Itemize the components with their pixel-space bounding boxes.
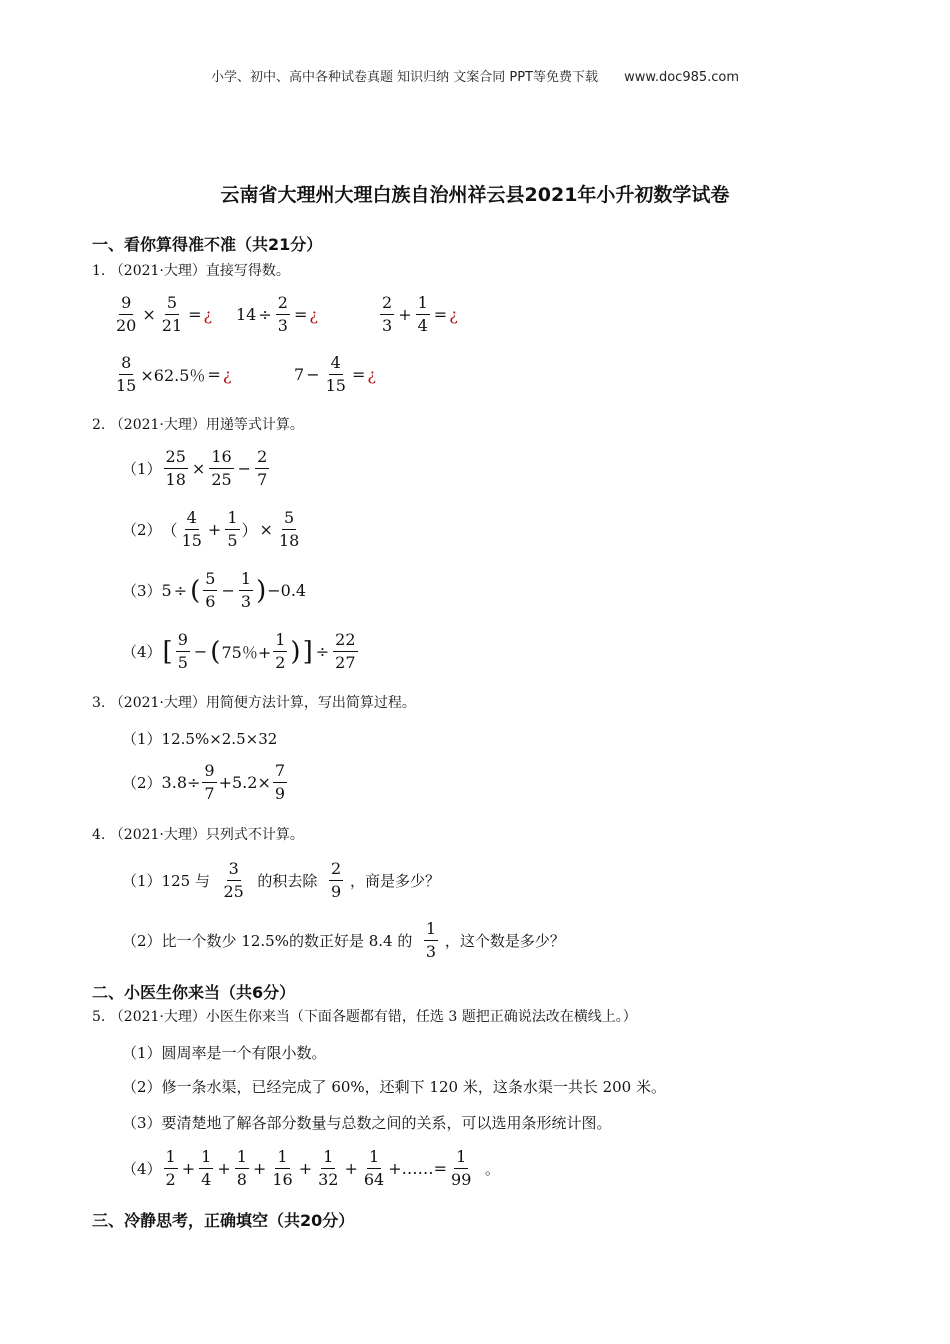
q1-expression-2: 14 ÷ $\frac{2}{3}$ = ¿: [236, 293, 318, 335]
fraction: $\frac{9}{5}$: [177, 630, 188, 672]
question-4-stem: 4. （2021·大理）只列式不计算。: [92, 827, 304, 843]
fraction: $\frac{25}{18}$: [165, 447, 186, 489]
fraction: $\frac{4}{15}$: [181, 508, 202, 550]
fraction: $\frac{1}{99}$: [451, 1147, 472, 1189]
answer-blank: ¿: [367, 365, 376, 384]
fraction: $\frac{9}{20}$: [116, 293, 137, 335]
q4-part-1: （1） 125 与 $\frac{3}{25}$ 的积去除 $\frac{2}{9}$ ，商是多少？: [122, 859, 440, 901]
fraction: $\frac{7}{9}$: [274, 761, 286, 803]
answer-blank: ¿: [222, 365, 232, 384]
fraction: $\frac{1}{64}$: [363, 1147, 385, 1189]
fraction: $\frac{1}{16}$: [272, 1147, 293, 1189]
q3-part-1: （1） 12.5%×2.5×32: [122, 729, 278, 748]
fraction: $\frac{4}{15}$: [325, 353, 346, 395]
header-text: 小学、初中、高中各种试卷真题 知识归纳 文案合同 PPT等免费下载: [210, 70, 598, 85]
fraction: $\frac{9}{7}$: [204, 761, 215, 803]
fraction: $\frac{1}{2}$: [275, 630, 286, 672]
answer-blank: ¿: [203, 305, 213, 324]
fraction: $\frac{2}{3}$: [277, 293, 288, 335]
section-2-heading: 二、小医生你来当（共6分）: [92, 983, 296, 1002]
section-1-heading: 一、看你算得准不准（共21分）: [92, 235, 323, 254]
q2-part-2: （2） （ $\frac{4}{15}$ + $\frac{1}{5}$ ） × $\frac{5}{18}$: [122, 508, 300, 550]
q5-part-1: （1）圆周率是一个有限小数。: [122, 1044, 327, 1062]
q2-part-3: （3） 5 ÷ ( $\frac{5}{6}$ − $\frac{1}{3}$ ) −0.4: [122, 569, 307, 611]
question-1-stem: 1. （2021·大理）直接写得数。: [92, 263, 290, 279]
fraction: $\frac{8}{15}$: [116, 353, 137, 395]
q5-part-4: （4） $\frac{1}{2}$ + $\frac{1}{4}$ + $\frac{1}{8}$ + $\frac{1}{16}$ + $\frac{1}{32}$ + $\frac{1}{64}$ +……= $\frac{1}{99}$ 。: [122, 1147, 500, 1189]
q2-part-1: （1） $\frac{25}{18}$ × $\frac{16}{25}$ − $\frac{2}{7}$: [122, 447, 268, 489]
fraction: $\frac{2}{7}$: [257, 447, 268, 489]
fraction: $\frac{1}{8}$: [236, 1147, 247, 1189]
fraction: $\frac{1}{3}$: [240, 569, 252, 611]
q4-part-2: （2） 比一个数少 12.5%的数正好是 8.4 的 $\frac{1}{3}$ ，这个数是多少？: [122, 919, 565, 961]
fraction: $\frac{2}{9}$: [330, 859, 342, 901]
answer-blank: ¿: [449, 305, 458, 324]
fraction: $\frac{1}{4}$: [417, 293, 428, 335]
question-5-stem: 5. （2021·大理）小医生你来当（下面各题都有错，任选 3 题把正确说法改在横线上。）: [92, 1009, 637, 1025]
q5-part-3: （3）要清楚地了解各部分数量与总数之间的关系，可以选用条形统计图。: [122, 1114, 612, 1132]
fraction: $\frac{2}{3}$: [382, 293, 393, 335]
section-3-heading: 三、冷静思考，正确填空（共20分）: [92, 1211, 355, 1230]
q1-expression-3: $\frac{2}{3}$ + $\frac{1}{4}$ = ¿: [382, 293, 458, 335]
answer-blank: ¿: [309, 305, 318, 324]
fraction: $\frac{3}{25}$: [223, 859, 244, 901]
fraction: $\frac{1}{2}$: [165, 1147, 176, 1189]
fraction: $\frac{5}{18}$: [278, 508, 300, 550]
question-3-stem: 3. （2021·大理）用简便方法计算，写出简算过程。: [92, 695, 416, 711]
fraction: $\frac{22}{27}$: [335, 630, 356, 672]
page-header: [0, 66, 950, 85]
q1-expression-4: $\frac{8}{15}$ ×62.5％ = ¿: [116, 353, 232, 395]
fraction: $\frac{1}{32}$: [318, 1147, 339, 1189]
q5-part-2: （2）修一条水渠，已经完成了 60%，还剩下 120 米，这条水渠一共长 200 米。: [122, 1078, 666, 1096]
q1-expression-1: $\frac{9}{20}$ × $\frac{5}{21}$ = ¿: [116, 293, 213, 335]
q3-part-2: （2） 3.8÷ $\frac{9}{7}$ +5.2× $\frac{7}{9}$: [122, 761, 286, 803]
fraction: $\frac{5}{21}$: [161, 293, 183, 335]
q1-expression-5: 7 − $\frac{4}{15}$ = ¿: [294, 353, 376, 395]
fraction: $\frac{1}{4}$: [201, 1147, 212, 1189]
document-title: 云南省大理州大理白族自治州祥云县2021年小升初数学试卷: [220, 184, 730, 206]
fraction: $\frac{16}{25}$: [211, 447, 232, 489]
fraction: $\frac{1}{5}$: [227, 508, 238, 550]
fraction: $\frac{5}{6}$: [205, 569, 216, 611]
question-2-stem: 2. （2021·大理）用递等式计算。: [92, 417, 304, 433]
q2-part-4: （4） [ $\frac{9}{5}$ − ( 75％+ $\frac{1}{2}$ ) ] ÷ $\frac{22}{27}$: [122, 630, 356, 672]
fraction: $\frac{1}{3}$: [425, 919, 437, 961]
header-url[interactable]: www.doc985.com: [624, 70, 740, 85]
